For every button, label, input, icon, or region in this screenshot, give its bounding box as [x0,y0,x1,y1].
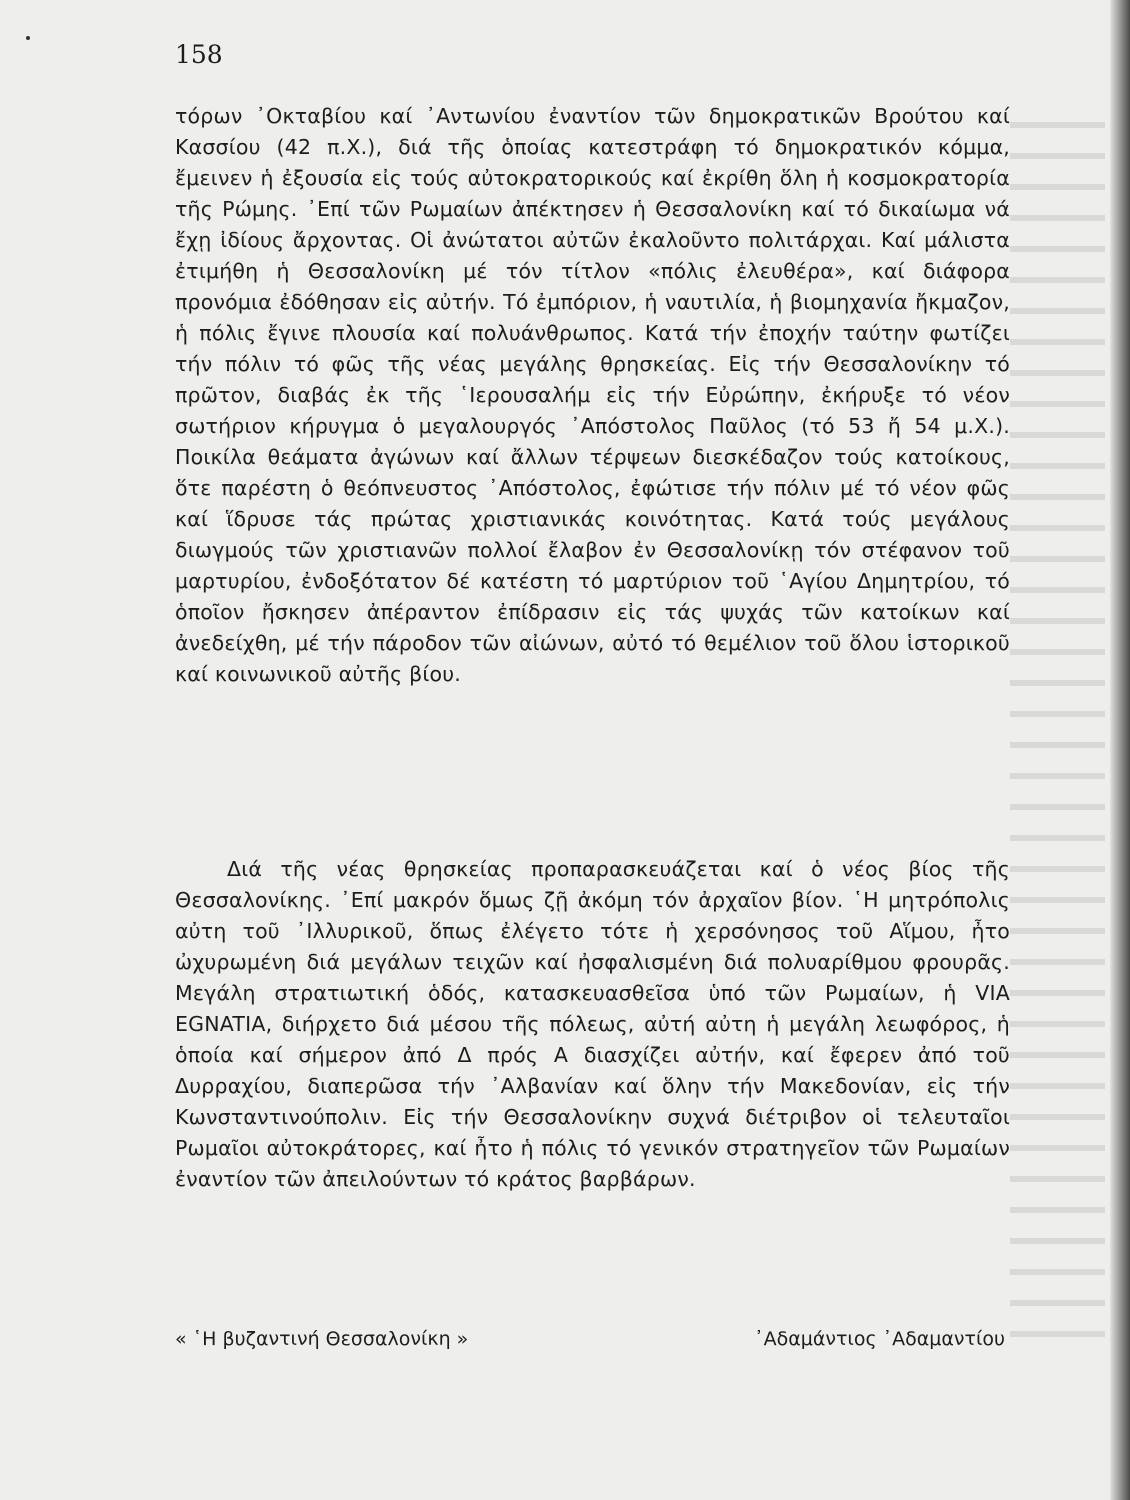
page-edge-shadow [1110,0,1130,1500]
citation-author: ᾿Αδαμάντιος ᾿Αδαμαντίου [754,1328,1005,1350]
paragraph-2: Διά τῆς νέας θρησκείας προπαρασκευάζεται καί ὁ νέος βίος τῆς Θεσσαλονίκης. ᾿Επί μακρόν ὅμως ζῇ ἀκόμη τόν ἀρχαῖον βίον. ῾Η μητρόπολις αὐτη τοῦ ᾿Ιλλυρικοῦ, ὅπως ἐλέγετο τότε ἡ χερσόνησος τοῦ Αἵμου, ἦτο ὠχυρωμένη διά μεγάλων τειχῶν καί ἠσφαλισμένη διά πολυαρίθμου φρουρᾶς. Μεγάλη στρατιωτική ὁδός, κατασκευασθεῖσα ὑπό τῶν Ρωμαίων, ἡ VIA EGNATIA, διήρχετο διά μέσου τῆς πόλεως, αὐτή αὐτη ἡ μεγάλη λεωφόρος, ἡ ὁποία καί σήμερον ἀπό Δ πρός Α διασχίζει αὐτήν, καί ἔφερεν ἀπό τοῦ Δυρραχίου, διαπερῶσα τήν ᾿Αλβανίαν καί ὅλην τήν Μακεδονίαν, εἰς τήν Κωνσταντινούπολιν. Εἰς τήν Θεσσαλονίκην συχνά διέτριβον οἱ τελευταῖοι Ρωμαῖοι αὐτοκράτορες, καί ἦτο ἡ πόλις τό γενικόν στρατηγεῖον τῶν Ρωμαίων ἐναντίον τῶν ἀπειλούντων τό κράτος βαρβάρων. [175,857,1010,1191]
paragraph-1: τόρων ᾿Οκταβίου καί ᾿Αντωνίου ἐναντίον τῶν δημοκρατικῶν Βρούτου καί Κασσίου (42 π.Χ.), διά τῆς ὁποίας κατεστράφη τό δημοκρατικόν κόμμα, ἔμεινεν ἡ ἐξουσία εἰς τούς αὐτοκρατορικούς καί ἐκρίθη ὅλη ἡ κοσμοκρατορία τῆς Ρώμης. ᾿Επί τῶν Ρωμαίων ἀπέκτησεν ἡ Θεσσαλονίκη καί τό δικαίωμα νά ἔχῃ ἰδίους ἄρχοντας. Οἱ ἀνώτατοι αὐτῶν ἐκαλοῦντο πολιτάρχαι. Καί μάλιστα ἐτιμήθη ἡ Θεσσαλονίκη μέ τόν τίτλον «πόλις ἐλευθέρα», καί διάφορα προνόμια ἐδόθησαν εἰς αὐτήν. Τό ἐμπόριον, ἡ ναυτιλία, ἡ βιομηχανία ἤκμαζον, ἡ πόλις ἔγινε πλουσία καί πολυάνθρωπος. Κατά τήν ἐποχήν ταύτην φωτίζει τήν πόλιν τό φῶς τῆς νέας μεγάλης θρησκείας. Εἰς τήν Θεσσαλονίκην τό πρῶτον, διαβάς ἐκ τῆς ῾Ιερουσαλήμ εἰς τήν Εὐρώπην, ἐκήρυξε τό νέον σωτήριον κήρυγμα ὁ μεγαλουργός ᾿Απόστολος Παῦλος (τό 53 ἤ 54 μ.Χ.). Ποικίλα θεάματα ἀγώνων καί ἄλλων τέρψεων διεσκέδαζον τούς κατοίκους, ὅτε παρέστη ὁ θεόπνευστος ᾿Απόστολος, ἐφώτισε τήν πόλιν μέ τό νέον φῶς καί ἵδρυσε τάς πρώτας χριστιανικάς κοινότητας. Κατά τούς μεγάλους διωγμούς τῶν χριστιανῶν πολλοί ἔλαβον ἐν Θεσσαλονίκῃ τόν στέφανον τοῦ μαρτυρίου, ἐνδοξότατον δέ κατέστη τό μαρτύριον τοῦ ῾Αγίου Δημητρίου, τό ὁποῖον ἤσκησεν ἀπέραντον ἐπίδρασιν εἰς τάς ψυχάς τῶν κατοίκων καί ἀνεδείχθη, μέ τήν πάροδον τῶν αἰώνων, αὐτό τό θεμέλιον τοῦ ὅλου ἱστορικοῦ καί κοινωνικοῦ αὐτῆς βίου. [175,104,1010,686]
bleed-through-texture [1010,100,1105,1350]
speck-mark [26,36,30,40]
citation-source: « ῾Η βυζαντινή Θεσσαλονίκη » [175,1328,469,1350]
page-number: 158 [175,40,223,69]
